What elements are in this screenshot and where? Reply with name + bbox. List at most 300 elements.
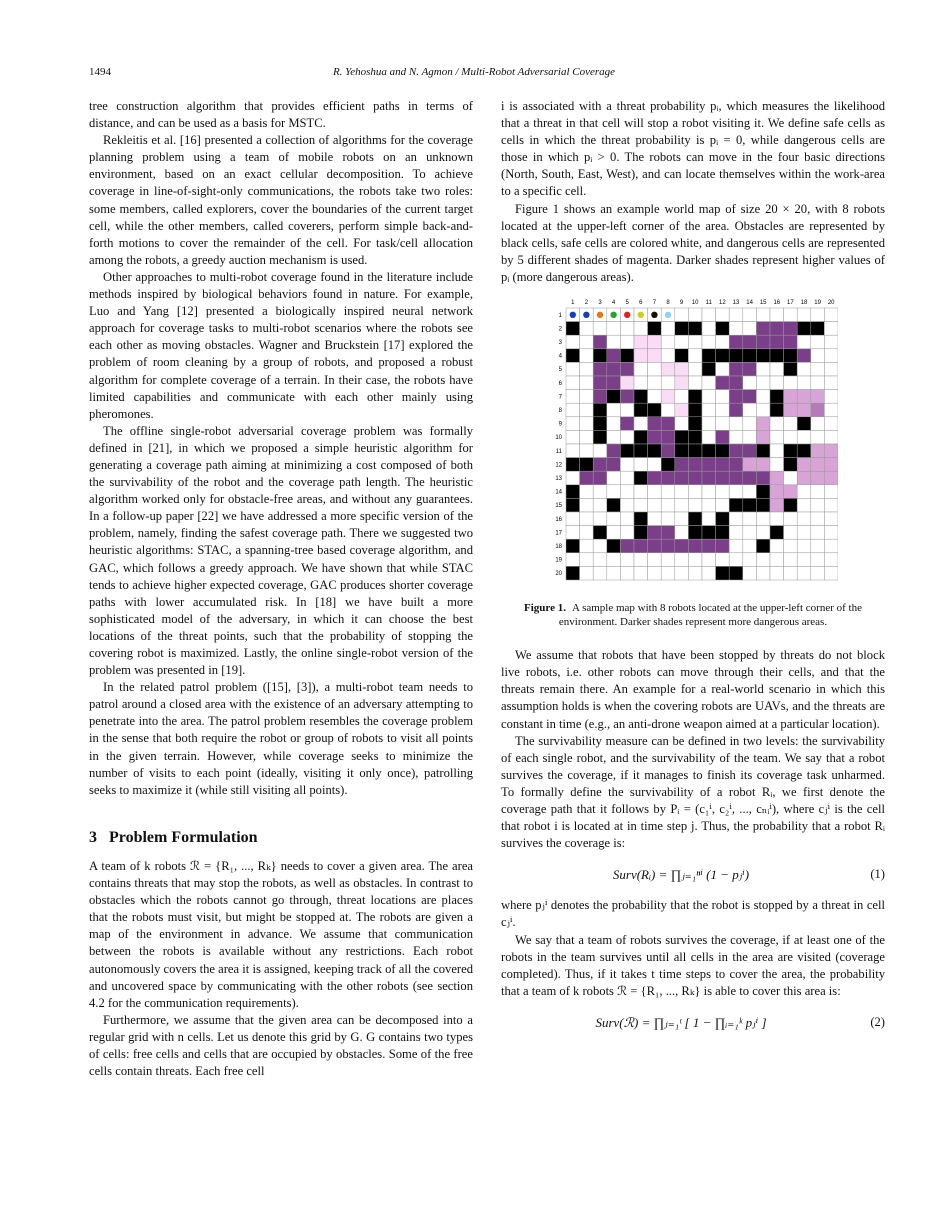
safe-cell	[824, 322, 838, 336]
obstacle-cell	[756, 444, 770, 458]
obstacle-cell	[580, 458, 594, 472]
safe-cell	[566, 362, 580, 376]
threat-cell	[729, 376, 743, 390]
equation-body: Surv(Rᵢ) = ∏ⱼ₌₁ⁿⁱ (1 − pⱼⁱ)	[612, 867, 750, 883]
obstacle-cell	[797, 444, 811, 458]
safe-cell	[607, 512, 621, 526]
obstacle-cell	[620, 349, 634, 363]
threat-cell	[661, 417, 675, 431]
threat-cell	[634, 539, 648, 553]
safe-cell	[607, 403, 621, 417]
safe-cell	[661, 403, 675, 417]
safe-cell	[607, 471, 621, 485]
column-label: 19	[814, 300, 821, 307]
paragraph: Figure 1 shows an example world map of size 20 × 20, with 8 robots located at the upper-left corner of the area. Obstacles are represented by black cells, safe cells are colored white, and dangerous cells are represented by 5 different shades of magenta. Darker shades represent higher values of pᵢ (more dangerous areas).	[501, 201, 885, 284]
safe-cell	[770, 458, 784, 472]
safe-cell	[770, 444, 784, 458]
threat-cell	[648, 417, 662, 431]
threat-cell	[620, 417, 634, 431]
obstacle-cell	[770, 526, 784, 540]
safe-cell	[770, 417, 784, 431]
safe-cell	[756, 512, 770, 526]
safe-cell	[702, 417, 716, 431]
safe-cell	[743, 526, 757, 540]
obstacle-cell	[566, 566, 580, 580]
threat-cell	[675, 362, 689, 376]
safe-cell	[634, 417, 648, 431]
safe-cell	[661, 335, 675, 349]
threat-cell	[607, 444, 621, 458]
safe-cell	[743, 566, 757, 580]
threat-cell	[716, 539, 730, 553]
column-label: 1	[571, 300, 575, 307]
obstacle-cell	[688, 322, 702, 336]
safe-cell	[743, 376, 757, 390]
safe-cell	[784, 308, 798, 322]
safe-cell	[593, 498, 607, 512]
safe-cell	[824, 376, 838, 390]
threat-cell	[607, 349, 621, 363]
threat-cell	[770, 335, 784, 349]
threat-cell	[743, 335, 757, 349]
safe-cell	[716, 417, 730, 431]
safe-cell	[770, 308, 784, 322]
safe-cell	[675, 417, 689, 431]
safe-cell	[688, 362, 702, 376]
robot-marker	[570, 312, 576, 318]
obstacle-cell	[648, 444, 662, 458]
column-label: 7	[652, 300, 657, 307]
grid-map	[548, 294, 838, 590]
safe-cell	[580, 512, 594, 526]
safe-cell	[580, 322, 594, 336]
threat-cell	[634, 335, 648, 349]
safe-cell	[702, 376, 716, 390]
row-label: 17	[555, 530, 562, 537]
threat-cell	[824, 458, 838, 472]
safe-cell	[634, 485, 648, 499]
safe-cell	[607, 485, 621, 499]
page-number: 1494	[89, 66, 111, 78]
row-label: 13	[555, 476, 562, 483]
safe-cell	[716, 485, 730, 499]
safe-cell	[688, 308, 702, 322]
threat-cell	[811, 390, 825, 404]
safe-cell	[661, 512, 675, 526]
obstacle-cell	[797, 322, 811, 336]
obstacle-cell	[675, 349, 689, 363]
safe-cell	[566, 417, 580, 431]
safe-cell	[756, 308, 770, 322]
threat-cell	[661, 526, 675, 540]
obstacle-cell	[566, 349, 580, 363]
robot-marker	[597, 312, 603, 318]
safe-cell	[607, 417, 621, 431]
safe-cell	[661, 376, 675, 390]
threat-cell	[661, 444, 675, 458]
figure-caption	[501, 601, 885, 629]
safe-cell	[824, 512, 838, 526]
obstacle-cell	[784, 349, 798, 363]
obstacle-cell	[716, 512, 730, 526]
safe-cell	[729, 485, 743, 499]
safe-cell	[661, 485, 675, 499]
column-label: 8	[666, 300, 670, 307]
threat-cell	[811, 444, 825, 458]
threat-cell	[675, 376, 689, 390]
threat-cell	[607, 362, 621, 376]
safe-cell	[675, 553, 689, 567]
safe-cell	[811, 553, 825, 567]
threat-cell	[743, 458, 757, 472]
threat-cell	[743, 471, 757, 485]
obstacle-cell	[593, 417, 607, 431]
threat-cell	[756, 417, 770, 431]
obstacle-cell	[784, 444, 798, 458]
safe-cell	[743, 553, 757, 567]
safe-cell	[607, 430, 621, 444]
threat-cell	[648, 349, 662, 363]
safe-cell	[580, 403, 594, 417]
safe-cell	[566, 430, 580, 444]
threat-cell	[648, 526, 662, 540]
threat-cell	[756, 322, 770, 336]
safe-cell	[702, 308, 716, 322]
safe-cell	[729, 417, 743, 431]
safe-cell	[702, 566, 716, 580]
safe-cell	[607, 566, 621, 580]
obstacle-cell	[566, 322, 580, 336]
safe-cell	[811, 485, 825, 499]
row-label: 15	[555, 503, 562, 510]
safe-cell	[797, 526, 811, 540]
obstacle-cell	[648, 322, 662, 336]
row-label: 20	[555, 571, 562, 578]
safe-cell	[688, 335, 702, 349]
safe-cell	[784, 512, 798, 526]
column-label: 11	[705, 300, 712, 307]
safe-cell	[634, 376, 648, 390]
threat-cell	[824, 444, 838, 458]
threat-cell	[743, 362, 757, 376]
threat-cell	[702, 539, 716, 553]
row-label: 5	[558, 367, 562, 374]
safe-cell	[716, 498, 730, 512]
safe-cell	[648, 376, 662, 390]
threat-cell	[688, 458, 702, 472]
obstacle-cell	[770, 390, 784, 404]
safe-cell	[811, 417, 825, 431]
column-label: 15	[759, 300, 767, 307]
obstacle-cell	[702, 526, 716, 540]
safe-cell	[566, 403, 580, 417]
obstacle-cell	[716, 322, 730, 336]
safe-cell	[797, 430, 811, 444]
column-label: 10	[691, 300, 699, 307]
safe-cell	[634, 566, 648, 580]
safe-cell	[566, 444, 580, 458]
threat-cell	[811, 471, 825, 485]
safe-cell	[729, 539, 743, 553]
threat-cell	[811, 403, 825, 417]
column-label: 3	[598, 300, 602, 307]
threat-cell	[661, 430, 675, 444]
threat-cell	[661, 471, 675, 485]
safe-cell	[824, 485, 838, 499]
safe-cell	[797, 539, 811, 553]
safe-cell	[566, 512, 580, 526]
safe-cell	[580, 553, 594, 567]
safe-cell	[620, 566, 634, 580]
safe-cell	[620, 471, 634, 485]
safe-cell	[688, 349, 702, 363]
threat-cell	[593, 471, 607, 485]
paragraph: Other approaches to multi-robot coverage found in the literature include methods inspired by biological behaviors found in nature. For example, Luo and Yang [12] presented a biologically inspired neural network approach for coverage tasks to multi-robot scenarios where the robots see each other as moving obstacles. Wagner and Bruckstein [17] explored the problem of room cleaning by a group of robots, and proposed a robust algorithm for complete coverage of a terrain. In their case, the robots have limited capabilities and communicate with each other mainly using pheromones.	[89, 269, 473, 421]
safe-cell	[729, 526, 743, 540]
obstacle-cell	[729, 566, 743, 580]
safe-cell	[824, 539, 838, 553]
safe-cell	[756, 566, 770, 580]
safe-cell	[811, 349, 825, 363]
column-label: 18	[800, 300, 808, 307]
safe-cell	[593, 553, 607, 567]
threat-cell	[824, 471, 838, 485]
threat-cell	[661, 362, 675, 376]
safe-cell	[824, 430, 838, 444]
safe-cell	[797, 485, 811, 499]
obstacle-cell	[756, 349, 770, 363]
obstacle-cell	[797, 417, 811, 431]
safe-cell	[743, 403, 757, 417]
row-label: 18	[555, 544, 562, 551]
safe-cell	[634, 553, 648, 567]
safe-cell	[756, 553, 770, 567]
safe-cell	[580, 376, 594, 390]
obstacle-cell	[756, 485, 770, 499]
safe-cell	[620, 458, 634, 472]
column-label: 14	[746, 300, 753, 307]
row-label: 8	[558, 408, 562, 415]
equation-number: (2)	[870, 1014, 885, 1029]
column-label: 4	[611, 300, 616, 307]
safe-cell	[824, 390, 838, 404]
safe-cell	[797, 512, 811, 526]
safe-cell	[688, 553, 702, 567]
threat-cell	[688, 471, 702, 485]
threat-cell	[661, 390, 675, 404]
obstacle-cell	[688, 526, 702, 540]
obstacle-cell	[648, 403, 662, 417]
paragraph: i is associated with a threat probability pᵢ, which measures the likelihood that a threat in that cell will stop a robot visiting it. We define safe cells as cells in which the threat probability is pᵢ = 0, while dangerous cells are those in which pᵢ > 0. The robots can move in the four basic directions (North, South, East, West), and can locate themselves within the work-area to a specific cell.	[501, 99, 885, 199]
safe-cell	[580, 566, 594, 580]
safe-cell	[580, 485, 594, 499]
threat-cell	[593, 335, 607, 349]
threat-cell	[675, 458, 689, 472]
obstacle-cell	[784, 362, 798, 376]
safe-cell	[797, 553, 811, 567]
robot-marker	[583, 312, 589, 318]
section-number: 3	[89, 828, 97, 846]
threat-cell	[770, 322, 784, 336]
safe-cell	[702, 512, 716, 526]
safe-cell	[620, 512, 634, 526]
obstacle-cell	[716, 349, 730, 363]
safe-cell	[648, 553, 662, 567]
figure-label: Figure 1.	[524, 602, 566, 615]
threat-cell	[756, 335, 770, 349]
safe-cell	[702, 335, 716, 349]
threat-cell	[593, 390, 607, 404]
robot-marker	[651, 312, 657, 318]
obstacle-cell	[756, 498, 770, 512]
safe-cell	[675, 308, 689, 322]
safe-cell	[811, 308, 825, 322]
column-label: 2	[584, 300, 589, 307]
obstacle-cell	[688, 430, 702, 444]
safe-cell	[593, 512, 607, 526]
obstacle-cell	[811, 322, 825, 336]
threat-cell	[770, 498, 784, 512]
safe-cell	[756, 390, 770, 404]
safe-cell	[784, 471, 798, 485]
obstacle-cell	[634, 430, 648, 444]
safe-cell	[824, 335, 838, 349]
safe-cell	[743, 308, 757, 322]
safe-cell	[770, 539, 784, 553]
safe-cell	[784, 539, 798, 553]
column-label: 20	[827, 300, 835, 307]
threat-cell	[661, 539, 675, 553]
safe-cell	[743, 430, 757, 444]
paragraph: We assume that robots that have been stopped by threats do not block live robots, i.e. other robots can move through their cells, and that the threats remain there. An example for a real-world scenario in which this assumption holds is when the covering robots are UAVs, and the threats are constant in time (e.g., an anti-drone weapon aimed at a particular location).	[501, 648, 885, 731]
safe-cell	[716, 308, 730, 322]
obstacle-cell	[593, 526, 607, 540]
safe-cell	[702, 485, 716, 499]
safe-cell	[702, 403, 716, 417]
safe-cell	[729, 308, 743, 322]
safe-cell	[607, 335, 621, 349]
obstacle-cell	[784, 458, 798, 472]
safe-cell	[824, 526, 838, 540]
left-column	[89, 98, 473, 1080]
threat-cell	[620, 376, 634, 390]
obstacle-cell	[688, 444, 702, 458]
safe-cell	[743, 485, 757, 499]
safe-cell	[729, 553, 743, 567]
safe-cell	[797, 362, 811, 376]
safe-cell	[566, 390, 580, 404]
safe-cell	[688, 376, 702, 390]
safe-cell	[797, 566, 811, 580]
safe-cell	[756, 526, 770, 540]
obstacle-cell	[566, 485, 580, 499]
obstacle-cell	[784, 498, 798, 512]
safe-cell	[661, 349, 675, 363]
obstacle-cell	[634, 403, 648, 417]
threat-cell	[784, 335, 798, 349]
safe-cell	[688, 498, 702, 512]
obstacle-cell	[688, 390, 702, 404]
safe-cell	[784, 417, 798, 431]
safe-cell	[593, 485, 607, 499]
obstacle-cell	[702, 444, 716, 458]
safe-cell	[824, 566, 838, 580]
obstacle-cell	[770, 349, 784, 363]
safe-cell	[675, 498, 689, 512]
obstacle-cell	[634, 444, 648, 458]
column-label: 12	[719, 300, 726, 307]
row-label: 19	[555, 557, 562, 564]
obstacle-cell	[702, 349, 716, 363]
threat-cell	[729, 444, 743, 458]
safe-cell	[620, 553, 634, 567]
safe-cell	[716, 362, 730, 376]
threat-cell	[797, 390, 811, 404]
safe-cell	[648, 498, 662, 512]
safe-cell	[811, 376, 825, 390]
safe-cell	[688, 566, 702, 580]
threat-cell	[620, 362, 634, 376]
paragraph: Furthermore, we assume that the given area can be decomposed into a regular grid with n cells. Let us denote this grid by G. G contains two types of cells: free cells and cells that are occupied by obstacles. Some of the free cells contain threats. Each free cell	[89, 1012, 473, 1079]
safe-cell	[675, 390, 689, 404]
obstacle-cell	[688, 417, 702, 431]
safe-cell	[702, 430, 716, 444]
row-label: 12	[555, 462, 562, 469]
obstacle-cell	[634, 471, 648, 485]
row-label: 9	[558, 421, 562, 428]
safe-cell	[811, 498, 825, 512]
safe-cell	[743, 417, 757, 431]
threat-cell	[620, 390, 634, 404]
safe-cell	[716, 335, 730, 349]
column-label: 16	[773, 300, 781, 307]
threat-cell	[743, 390, 757, 404]
obstacle-cell	[675, 444, 689, 458]
safe-cell	[620, 485, 634, 499]
threat-cell	[607, 458, 621, 472]
row-label: 10	[555, 435, 562, 442]
safe-cell	[824, 553, 838, 567]
safe-cell	[824, 308, 838, 322]
threat-cell	[688, 539, 702, 553]
paragraph: where pⱼⁱ denotes the probability that the robot is stopped by a threat in cell cⱼⁱ.	[501, 898, 885, 930]
threat-cell	[593, 458, 607, 472]
robot-marker	[638, 312, 644, 318]
safe-cell	[634, 458, 648, 472]
safe-cell	[620, 403, 634, 417]
threat-cell	[729, 471, 743, 485]
safe-cell	[620, 526, 634, 540]
row-label: 2	[558, 326, 562, 333]
safe-cell	[593, 539, 607, 553]
obstacle-cell	[593, 349, 607, 363]
obstacle-cell	[593, 430, 607, 444]
safe-cell	[702, 498, 716, 512]
obstacle-cell	[729, 349, 743, 363]
threat-cell	[675, 471, 689, 485]
threat-cell	[648, 335, 662, 349]
threat-cell	[716, 471, 730, 485]
threat-cell	[770, 485, 784, 499]
safe-cell	[580, 444, 594, 458]
safe-cell	[811, 566, 825, 580]
safe-cell	[811, 526, 825, 540]
safe-cell	[648, 390, 662, 404]
threat-cell	[797, 403, 811, 417]
safe-cell	[811, 335, 825, 349]
obstacle-cell	[688, 403, 702, 417]
safe-cell	[648, 512, 662, 526]
